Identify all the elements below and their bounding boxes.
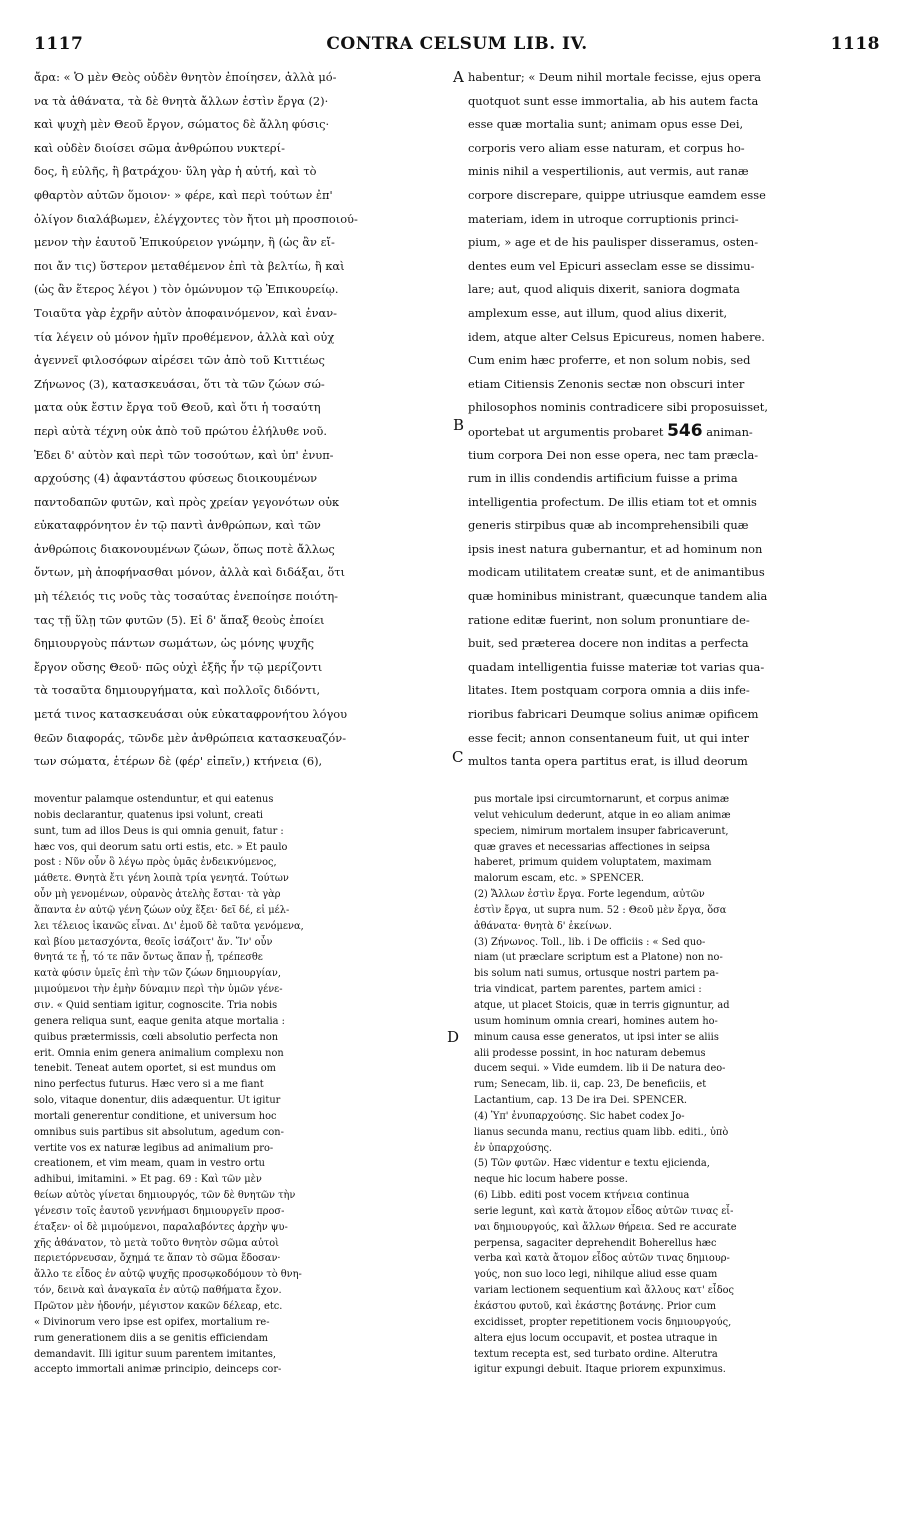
greek-line: καὶ οὐδὲν διοίσει σῶμα ἀνθρώπου νυκτερί- — [34, 140, 285, 155]
note-line: omnibus suis partibus sit absolutum, agedum con- — [34, 1126, 284, 1138]
note-line: mortali generentur conditione, et universum hoc — [34, 1110, 277, 1122]
note-line: adhibui, imitamini. » Et pag. 69 : Καὶ τῶν μὲν — [34, 1174, 262, 1186]
greek-line: μετά τινος κατασκευάσαι οὐκ εὐκαταφρονήτου λόγου — [34, 707, 348, 722]
greek-line: φθαρτὸν αὐτῶν ὅμοιον· » φέρε, καὶ περὶ τούτων ἐπ' — [34, 187, 333, 202]
note-line: speciem, nimirum mortalem insuper fabricaverunt, — [474, 825, 729, 837]
greek-line: ὄντων, μὴ ἀποφήνασθαι μόνον, ἀλλὰ καὶ διδάξαι, ὅτι — [34, 565, 345, 580]
note-line: θείων αὐτὸς γίνεται δημιουργός, τῶν δὲ θνητῶν τὴν — [34, 1190, 296, 1202]
greek-line: (ὡς ἂν ἕτερος λέγοι ) τὸν ὁμώνυμον τῷ Ἐπικουρείῳ. — [34, 282, 339, 297]
latin-line: dentes eum vel Epicuri asseclam esse se dissimu- — [468, 258, 755, 273]
note-line: usum hominum omnia creari, homines autem ho- — [474, 1015, 718, 1027]
greek-line: θεῶν διαφοράς, τῶνδε μὲν ἀνθρώπεια κατασκευαζόν- — [34, 730, 347, 745]
note-line: pus mortale ipsi circumtornarunt, et corpus animæ — [474, 794, 730, 805]
note-line: γένεσιν τοῖς ἑαυτοῦ γεννήμασι δημιουργεῖν προσ- — [34, 1205, 285, 1217]
note-line: θνητά τε ᾖ, τό τε πᾶν ὄντως ἅπαν ᾖ, τρέπεσθε — [34, 952, 263, 964]
page-number-left: 1117 — [34, 34, 84, 54]
note-line: Lactantium, cap. 13 De ira Dei. SPENCER. — [474, 1095, 687, 1107]
greek-line: μὴ τέλειός τις νοῦς τὰς τοσαύτας ἐνεποίησε ποιότη- — [34, 589, 339, 604]
latin-line: multos tanta opera partitus erat, is illud deorum — [468, 754, 748, 769]
line-text: oportebat ut argumentis probaret — [468, 424, 664, 439]
note-line: creationem, et vim meam, quam in vestro ortu — [34, 1158, 265, 1170]
latin-line: esse quæ mortalia sunt; animam opus esse Dei, — [468, 117, 744, 132]
note-line: (2) Ἄλλων ἐστὶν ἔργα. Forte legendum, αὐτῶν — [474, 889, 705, 901]
note-line: « Divinorum vero ipse est opifex, mortalium re- — [34, 1316, 270, 1328]
greek-line: Ἐδει δ' αὐτὸν καὶ περὶ τῶν τοσούτων, καὶ ὑπ' ἐνυπ- — [34, 447, 334, 462]
note-line: quæ graves et necessarias affectiones in seipsa — [474, 841, 711, 853]
note-line: λει τέλειος ἱκανῶς εἶναι. Δι' ἐμοῦ δὲ ταῦτα γενόμενα, — [34, 920, 304, 932]
note-line: niam (ut præclare scriptum est a Platone) non no- — [474, 952, 723, 964]
greek-line: εὐκαταφρόνητον ἐν τῷ παντὶ ἀνθρώπων, καὶ τῶν — [34, 518, 321, 533]
note-line: nino perfectus futurus. Hæc vero si a me fiant — [34, 1079, 264, 1091]
latin-text-column — [468, 66, 882, 774]
greek-line: Τοιαῦτα γὰρ ἐχρῆν αὐτὸν ἀποφαινόμενον, καὶ ἐναν- — [34, 305, 337, 320]
note-line: lianus secunda manu, rectius quam libb. editi., ὑπὸ — [474, 1126, 729, 1138]
note-line: ἐν ὑπαρχούσης. — [474, 1142, 553, 1154]
greek-line: ποι ἄν τις) ὕστερον μεταθέμενον ἐπὶ τὰ βελτίω, ἢ καὶ — [34, 258, 345, 273]
section-marker-d: D — [447, 1028, 460, 1046]
note-line: γούς, non suo loco legi, nihilque aliud esse quam — [474, 1269, 718, 1281]
note-line: μάθετε. Θνητὰ ἔτι γένη λοιπὰ τρία γενητά. Τούτων — [34, 873, 289, 885]
note-line: malorum escam, etc. » SPENCER. — [474, 873, 644, 885]
note-line: variam lectionem sequentium καὶ ἄλλους κατ' εἶδος — [474, 1285, 734, 1297]
note-line: σιν. « Quid sentiam igitur, cognoscite. Tria nobis — [34, 999, 278, 1011]
note-line: τόν, δεινὰ καὶ ἀναγκαῖα ἐν αὐτῷ παθήματα ἔχον. — [34, 1285, 282, 1297]
latin-line: etiam Citiensis Zenonis sectæ non obscuri inter — [468, 376, 745, 391]
note-line: neque hic locum habere posse. — [474, 1174, 628, 1186]
page-number-right: 1118 — [830, 34, 880, 54]
latin-line: esse fecit; annon consentaneum fuit, ut qui inter — [468, 730, 749, 745]
note-line: excidisset, propter repetitionem vocis δημιουργούς, — [474, 1316, 732, 1328]
latin-line: habentur; « Deum nihil mortale fecisse, ejus opera — [468, 70, 762, 84]
note-line: hæc vos, qui deorum satu orti estis, etc. » Et paulo — [34, 841, 288, 853]
latin-line: corporis vero aliam esse naturam, et corpus ho- — [468, 140, 745, 155]
latin-line: tium corpora Dei non esse opera, nec tam præcla- — [468, 447, 759, 462]
note-line: ἅπαντα ἐν αὐτῷ γένη ζώων οὐχ ἕξει· δεῖ δέ, εἰ μέλ- — [34, 904, 290, 916]
greek-line: των σώματα, ἑτέρων δὲ (φέρ' εἰπεῖν,) κτήνεια (6), — [34, 754, 323, 769]
latin-line: quæ hominibus ministrant, quæcunque tandem alia — [468, 589, 768, 604]
note-line: (3) Ζήνωνος. Toll., lib. i De officiis : « Sed quo- — [474, 936, 706, 948]
note-line: sunt, tum ad illos Deus is qui omnia genuit, fatur : — [34, 825, 284, 837]
greek-line: δημιουργοὺς πάντων σωμάτων, ὡς μόνης ψυχῆς — [34, 636, 315, 651]
note-line: genera reliqua sunt, eaque genita atque mortalia : — [34, 1015, 285, 1027]
latin-line: ipsis inest natura gubernantur, et ad hominum non — [468, 541, 763, 556]
greek-line: να τὰ ἀθάνατα, τὰ δὲ θνητὰ ἄλλων ἐστὶν ἔργα (2)· — [34, 93, 329, 108]
latin-line: buit, sed præterea docere non inditas a perfecta — [468, 636, 749, 651]
note-line: καὶ βίου μετασχόντα, θεοῖς ἰσάζοιτ' ἄν. Ἵν' οὖν — [34, 936, 273, 948]
note-line: ἑκάστου φυτοῦ, καὶ ἑκάστης βοτάνης. Prior cum — [474, 1301, 716, 1312]
note-line: μιμούμενοι τὴν ἐμὴν δύναμιν περὶ τὴν ὑμῶν γένε- — [34, 984, 283, 996]
note-line: velut vehiculum dederunt, atque in eo aliam animæ — [474, 809, 731, 821]
greek-line: τὰ τοσαῦτα δημιουργήματα, καὶ πολλοῖς διδόντι, — [34, 683, 321, 698]
latin-line: pium, » age et de his paulisper disseramus, osten- — [468, 235, 759, 250]
latin-line — [468, 420, 882, 444]
note-line: rum; Senecam, lib. ii, cap. 23, De beneficiis, et — [474, 1079, 707, 1091]
note-line: igitur expungi debuit. Itaque priorem expunximus. — [474, 1364, 726, 1376]
note-line: nobis declarantur, quatenus ipsi volunt, creati — [34, 809, 264, 821]
latin-line: corpore discrepare, quippe utriusque eamdem esse — [468, 187, 766, 202]
note-line: έταξεν· οἱ δὲ μιμούμενοι, παραλαβόντες ἀρχὴν ψυ- — [34, 1221, 288, 1233]
note-line: χῆς ἀθάνατον, τὸ μετὰ τοῦτο θνητὸν σῶμα αὐτοὶ — [34, 1237, 279, 1249]
greek-line: ἔργον οὔσης Θεοῦ· πῶς οὐχὶ ἑξῆς ἦν τῷ μερίζοντι — [34, 659, 323, 674]
note-line: tenebit. Teneat autem oportet, si est mundus om — [34, 1063, 276, 1075]
note-line: Πρῶτον μὲν ἡδονήν, μέγιστον κακῶν δέλεαρ, etc. — [34, 1301, 283, 1312]
greek-line: ἀνθρώποις διακονουμένων ζώων, ὅπως ποτὲ ἄλλως — [34, 541, 335, 556]
section-marker-a: A — [453, 68, 464, 86]
greek-line: ὀλίγον διαλάβωμεν, ἐλέγχοντες τὸν ἤτοι μὴ προσποιού- — [34, 211, 358, 226]
running-title: CONTRA CELSUM LIB. IV. — [326, 34, 588, 54]
latin-line: philosophos nominis contradicere sibi proposuisset, — [468, 400, 768, 415]
note-line: alii prodesse possint, in hoc naturam debemus — [474, 1047, 706, 1059]
note-line: serie legunt, καὶ κατὰ ἄτομον εἶδος αὐτῶν τινας εἶ- — [474, 1205, 734, 1217]
greek-line: Ζήνωνος (3), κατασκευάσαι, ὅτι τὰ τῶν ζώων σώ- — [34, 376, 325, 391]
note-line: tria vindicat, partem parentes, partem amici : — [474, 984, 702, 996]
greek-text-column — [34, 66, 452, 774]
note-line: accepto immortali animæ principio, deinceps cor- — [34, 1364, 282, 1376]
greek-line: τία λέγειν οὐ μόνον ἡμῖν προθέμενον, ἀλλὰ καὶ οὐχ — [34, 329, 335, 344]
note-line: vertite vos ex naturæ legibus ad animalium pro- — [34, 1142, 274, 1154]
note-line: ἄλλο τε εἶδος ἐν αὐτῷ ψυχῆς προσῳκοδόμουν τὸ θνη- — [34, 1269, 302, 1281]
note-line: (6) Libb. editi post vocem κτήνεια continua — [474, 1190, 690, 1202]
line-text-tail: animan- — [706, 424, 753, 439]
latin-line: modicam utilitatem creatæ sunt, et de animantibus — [468, 565, 765, 580]
latin-line: minis nihil a vespertilionis, aut vermis, aut ranæ — [468, 164, 749, 179]
note-line: (4) Ὑπ' ἐνυπαρχούσης. Sic habet codex Jo- — [474, 1110, 685, 1122]
note-line: minum causa esse generatos, ut ipsi inter se aliis — [474, 1031, 719, 1043]
section-marker-c: C — [452, 748, 464, 766]
note-line: ἐστὶν ἔργα, ut supra num. 52 : Θεοῦ μὲν ἔργα, ὅσα — [474, 904, 727, 916]
note-line: verba καὶ κατὰ ἄτομον εἶδος αὐτῶν τινας δημιουρ- — [474, 1253, 730, 1265]
note-line: atque, ut placet Stoicis, quæ in terris gignuntur, ad — [474, 999, 730, 1011]
latin-line: generis stirpibus quæ ab incomprehensibili quæ — [468, 518, 749, 533]
latin-line: lare; aut, quod aliquis dixerit, saniora dogmata — [468, 282, 740, 297]
greek-line: καὶ ψυχὴ μὲν Θεοῦ ἔργον, σώματος δὲ ἄλλη φύσις· — [34, 117, 330, 132]
greek-line: ἀγεννεῖ φιλοσόφων αἱρέσει τῶν ἀπὸ τοῦ Κιττιέως — [34, 353, 325, 368]
note-line: (5) Τῶν φυτῶν. Hæc videntur e textu ejicienda, — [474, 1158, 710, 1170]
note-line: erit. Omnia enim genera animalium complexu non — [34, 1047, 284, 1059]
greek-line: περὶ αὐτὰ τέχνη οὐκ ἀπὸ τοῦ πρώτου ἐλήλυθε νοῦ. — [34, 423, 327, 438]
note-line: haberet, primum quidem voluptatem, maximam — [474, 857, 712, 869]
latin-line: quotquot sunt esse immortalia, ab his autem facta — [468, 93, 759, 108]
latin-line: Cum enim hæc proferre, et non solum nobis, sed — [468, 353, 751, 368]
greek-line: τας τῇ ὕλῃ τῶν φυτῶν (5). Εἰ δ' ἅπαξ θεοὺς ἐποίει — [34, 612, 325, 627]
notes-left-column — [34, 792, 446, 1378]
note-line: quibus prætermissis, cœli absolutio perfecta non — [34, 1031, 279, 1043]
note-line: solo, vitaque donentur, diis adæquentur. Ut igitur — [34, 1095, 281, 1107]
greek-line: ματα οὐκ ἔστιν ἔργα τοῦ Θεοῦ, καὶ ὅτι ἡ τοσαύτη — [34, 400, 321, 415]
running-header — [34, 34, 880, 58]
note-line: οὖν μὴ γενομένων, οὐρανὸς ἀτελὴς ἔσται· τὰ γὰρ — [34, 889, 281, 901]
note-line: post : Νῦν οὖν ὃ λέγω πρὸς ὑμᾶς ἐνδεικνύμενος, — [34, 857, 277, 869]
latin-line: idem, atque alter Celsus Epicureus, nomen habere. — [468, 329, 765, 344]
latin-line: litates. Item postquam corpora omnia a diis infe- — [468, 683, 750, 698]
note-line: moventur palamque ostenduntur, et qui eatenus — [34, 794, 274, 805]
latin-line: intelligentia profectum. De illis etiam tot et omnis — [468, 494, 757, 509]
latin-line: quadam intelligentia fuisse materiæ tot varias qua- — [468, 659, 765, 674]
note-line: rum generationem diis a se genitis efficiendam — [34, 1332, 268, 1344]
latin-line: rioribus fabricari Deumque solius animæ opificem — [468, 707, 759, 722]
note-line: bis solum nati sumus, ortusque nostri partem pa- — [474, 968, 719, 980]
note-line: ducem sequi. » Vide eumdem. lib ii De natura deo- — [474, 1063, 726, 1075]
note-line: altera ejus locum occupavit, et postea utraque in — [474, 1332, 718, 1344]
note-line: ἀθάνατα· θνητὰ δ' ἐκείνων. — [474, 920, 612, 932]
greek-line: παντοδαπῶν φυτῶν, καὶ πρὸς χρείαν γεγονότων οὐκ — [34, 494, 340, 509]
greek-line: μενον τὴν ἑαυτοῦ Ἐπικούρειον γνώμην, ἢ (ὡς ἂν εἴ- — [34, 235, 335, 250]
note-line: textum recepta est, sed turbato ordine. Alterutra — [474, 1348, 718, 1360]
note-line: ναι δημιουργούς, καὶ ἄλλων θήρεια. Sed re accurate — [474, 1221, 737, 1233]
section-marker-b: B — [453, 416, 465, 434]
note-line: perpensa, sagaciter deprehendit Boherellus hæc — [474, 1237, 717, 1249]
latin-line: materiam, idem in utroque corruptionis princi- — [468, 211, 739, 226]
migne-column-number: 546 — [667, 420, 703, 441]
greek-line: δος, ἢ εὐλῆς, ἢ βατράχου· ὕλη γὰρ ἡ αὐτή, καὶ τὸ — [34, 164, 317, 179]
latin-line: amplexum esse, aut illum, quod alius dixerit, — [468, 305, 728, 320]
latin-line: ratione editæ fuerint, non solum pronuntiare de- — [468, 612, 750, 627]
note-line: περιετόρνευσαν, ὄχημά τε ἅπαν τὸ σῶμα ἔδοσαν· — [34, 1253, 281, 1265]
greek-line: αρχούσης (4) ἀφαντάστου φύσεως διοικουμένων — [34, 471, 318, 486]
note-line: demandavit. Illi igitur suum parentem imitantes, — [34, 1348, 277, 1360]
latin-line: rum in illis condendis artificium fuisse a prima — [468, 471, 738, 486]
note-line: κατὰ φύσιν ὑμεῖς ἐπὶ τὴν τῶν ζώων δημιουργίαν, — [34, 968, 281, 980]
notes-right-column — [474, 792, 884, 1378]
greek-line: ἄρα: « Ὁ μὲν Θεὸς οὐδὲν θνητὸν ἐποίησεν, ἀλλὰ μό- — [34, 70, 337, 84]
